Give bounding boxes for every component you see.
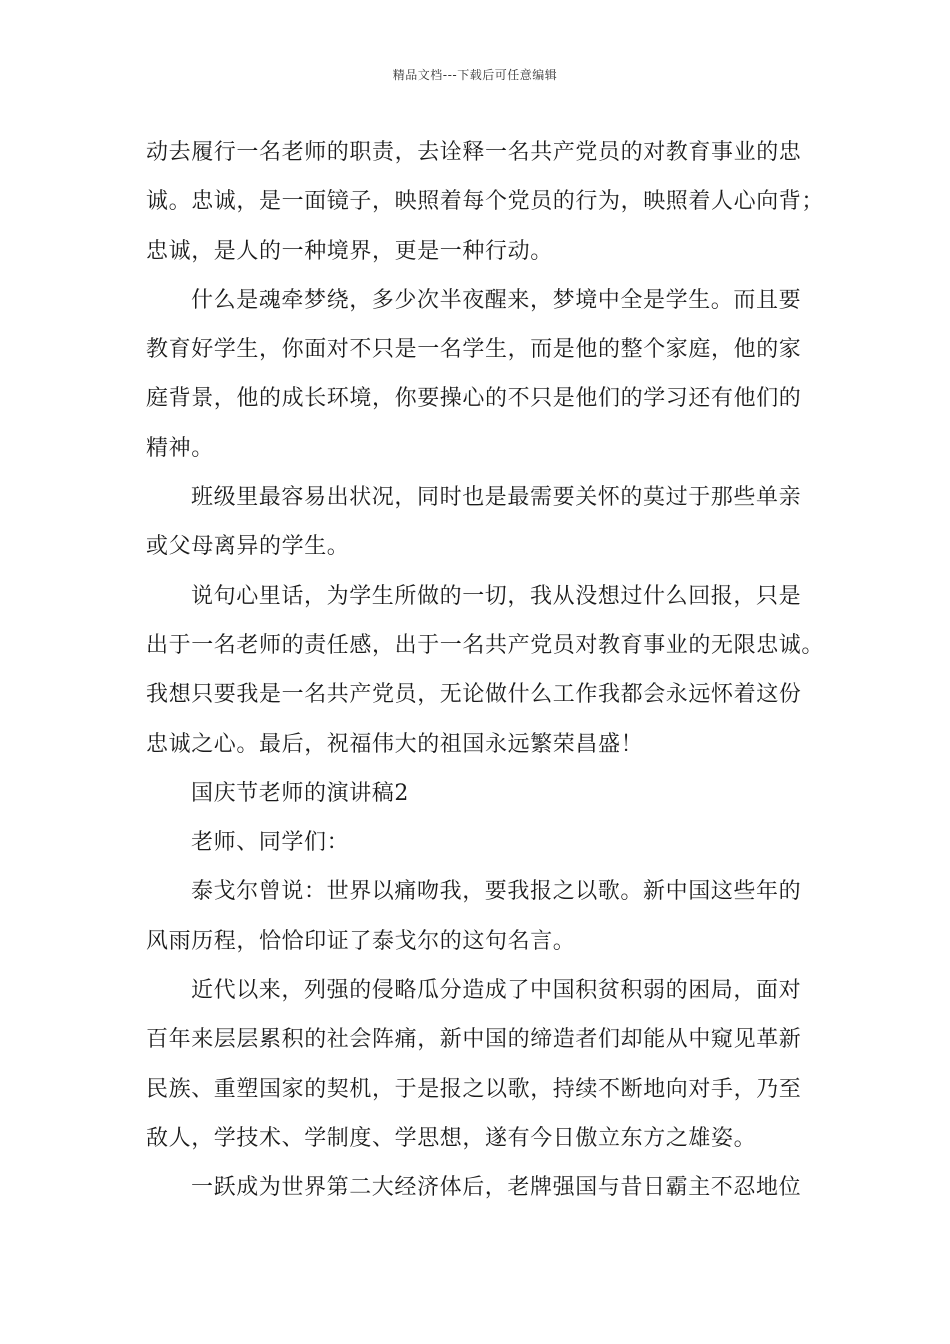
text-line: 我想只要我是一名共产党员，无论做什么工作我都会永远怀着这份: [146, 682, 802, 708]
text-line: 说句心里话，为学生所做的一切，我从没想过什么回报，只是: [191, 583, 802, 609]
section-title: 国庆节老师的演讲稿2: [191, 780, 409, 806]
text-line: 出于一名老师的责任感，出于一名共产党员对教育事业的无限忠诚。: [146, 632, 825, 658]
text-line: 什么是魂牵梦绕，多少次半夜醒来，梦境中全是学生。而且要: [191, 287, 802, 313]
text-line: 或父母离异的学生。: [146, 534, 350, 560]
text-line: 近代以来，列强的侵略瓜分造成了中国积贫积弱的困局，面对: [191, 978, 802, 1004]
text-line: 敌人，学技术、学制度、学思想，遂有今日傲立东方之雄姿。: [146, 1125, 757, 1151]
text-line: 教育好学生，你面对不只是一名学生，而是他的整个家庭，他的家: [146, 337, 802, 363]
text-line: 动去履行一名老师的职责，去诠释一名共产党员的对教育事业的忠: [146, 140, 802, 165]
text-line: 风雨历程，恰恰印证了泰戈尔的这句名言。: [146, 928, 576, 954]
text-line: 百年来层层累积的社会阵痛，新中国的缔造者们却能从中窥见革新: [146, 1027, 802, 1053]
text-line: 班级里最容易出状况，同时也是最需要关怀的莫过于那些单亲: [191, 485, 802, 511]
text-line: 忠诚之心。最后，祝福伟大的祖国永远繁荣昌盛！: [146, 731, 644, 757]
text-line: 精神。: [146, 435, 214, 461]
text-line: 诚。忠诚，是一面镜子，映照着每个党员的行为，映照着人心向背；: [146, 189, 825, 215]
text-line: 泰戈尔曾说：世界以痛吻我，要我报之以歌。新中国这些年的: [191, 879, 802, 905]
text-line: 庭背景，他的成长环境，你要操心的不只是他们的学习还有他们的: [146, 386, 802, 412]
text-line: 民族、重塑国家的契机，于是报之以歌，持续不断地向对手，乃至: [146, 1076, 802, 1102]
document-body: [146, 128, 825, 1213]
text-line: 忠诚，是人的一种境界，更是一种行动。: [146, 238, 553, 264]
text-line: 一跃成为世界第二大经济体后，老牌强国与昔日霸主不忍地位: [191, 1175, 802, 1201]
page-header: 精品文档---下载后可任意编辑: [392, 68, 558, 82]
salutation: 老师、同学们：: [191, 830, 350, 856]
